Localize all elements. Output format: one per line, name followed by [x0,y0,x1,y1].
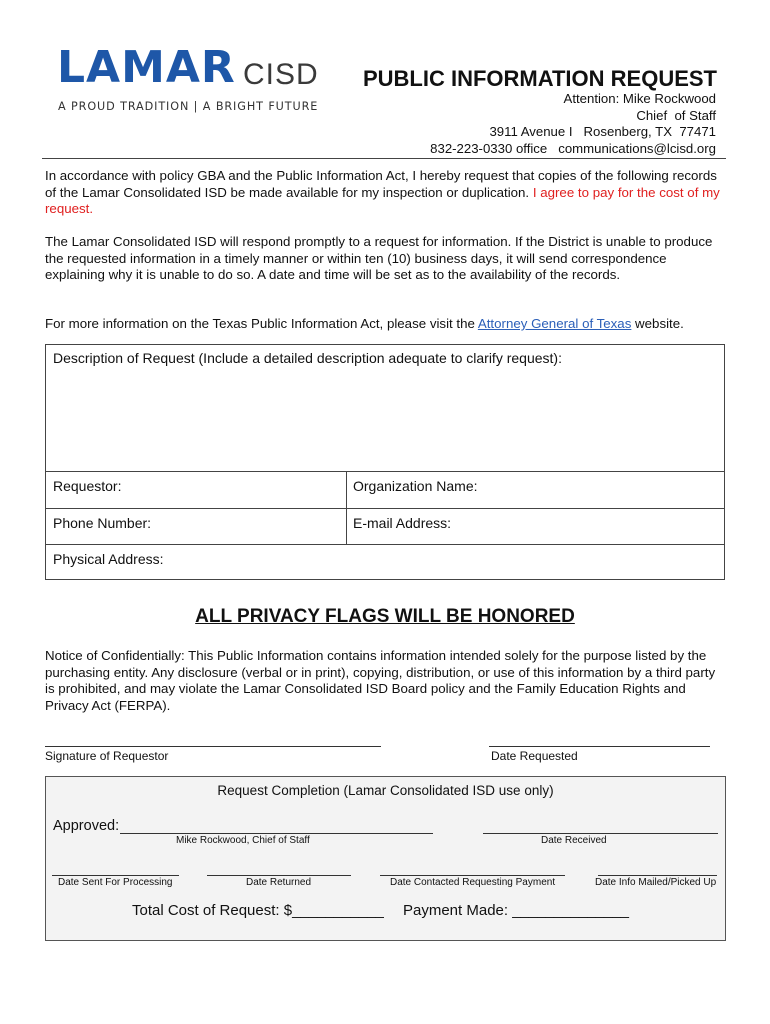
signature-line[interactable] [45,746,381,747]
date-requested-line[interactable] [489,746,710,747]
description-label: Description of Request (Include a detailed description adequate to clarify request): [53,350,562,366]
lamar-logo-text: LAMAR [57,42,236,93]
document-title: PUBLIC INFORMATION REQUEST [362,66,717,91]
header-divider [42,158,726,159]
date-received-label: Date Received [541,835,607,846]
payment-agreement-text: I agree to pay for the cost of my request. [45,184,720,217]
form-column-divider [346,471,347,544]
contact-line: Chief of Staff [636,107,716,123]
contact-line: 832-223-0330 office communications@lcisd.org [430,140,716,156]
date-returned-label: Date Returned [246,877,312,888]
cisd-logo-text: CISD [243,58,319,91]
requestor-label: Requestor: [53,478,122,494]
date-mailed-line[interactable] [598,875,717,876]
request-form [45,344,725,580]
approved-caption: Mike Rockwood, Chief of Staff [176,835,310,846]
requestor-field[interactable] [46,471,346,508]
response-paragraph: The Lamar Consolidated ISD will respond promptly to a request for information. If the District is unable to produce the requested information in a timely manner or within ten (10) business days, it will send correspondence explaining why it is unable to do so. A date and time will be set as to the availability of the records. [45,234,713,283]
more-info-suffix: website. [631,316,684,331]
address-field[interactable] [46,544,724,579]
payment-made-field[interactable]: Payment Made: ______________ [403,902,630,919]
approved-label: Approved: [53,818,120,834]
signature-label: Signature of Requestor [45,749,169,763]
contact-block [430,91,716,157]
date-sent-label: Date Sent For Processing [58,877,173,888]
intro-paragraph [45,168,725,218]
organization-label: Organization Name: [353,478,478,494]
privacy-heading: ALL PRIVACY FLAGS WILL BE HONORED [195,606,575,627]
date-sent-line[interactable] [52,875,179,876]
description-field[interactable] [46,367,724,471]
date-received-line[interactable] [483,833,718,834]
logo-tagline: A PROUD TRADITION | A BRIGHT FUTURE [58,100,319,113]
email-field[interactable] [346,508,724,544]
phone-field[interactable] [46,508,346,544]
organization-field[interactable] [346,471,724,508]
email-label: E-mail Address: [353,515,452,531]
more-info-paragraph [45,316,725,333]
date-mailed-label: Date Info Mailed/Picked Up [595,877,717,888]
date-contacted-line[interactable] [380,875,565,876]
date-requested-label: Date Requested [491,749,578,763]
date-returned-line[interactable] [207,875,351,876]
phone-label: Phone Number: [53,515,152,531]
approved-line[interactable] [120,833,433,834]
intro-text: In accordance with policy GBA and the Public Information Act, I hereby request that copies of the following records of the Lamar Consolidated ISD be made available for my inspection or duplication. [45,168,717,200]
confidentiality-notice: Notice of Confidentially: This Public Information contains information intended solely for the purpose listed by the purchasing entity. Any disclosure (verbal or in print), copying, distribution, or use of this information by a third party is prohibited, and may violate the Lamar Consolidated ISD Board policy and the Family Education Rights and Privacy Act (FERPA). [45,648,716,713]
date-contacted-label: Date Contacted Requesting Payment [390,877,556,888]
address-label: Physical Address: [53,551,164,567]
total-cost-field[interactable]: Total Cost of Request: $___________ [132,902,384,919]
attorney-general-link[interactable]: Attorney General of Texas [477,316,632,331]
contact-line: Attention: Mike Rockwood [563,91,716,106]
completion-section [45,776,726,941]
contact-line: 3911 Avenue I Rosenberg, TX 77471 [489,124,716,139]
completion-heading: Request Completion (Lamar Consolidated ISD use only) [217,783,554,798]
more-info-text: For more information on the Texas Public Information Act, please visit the [45,316,478,331]
